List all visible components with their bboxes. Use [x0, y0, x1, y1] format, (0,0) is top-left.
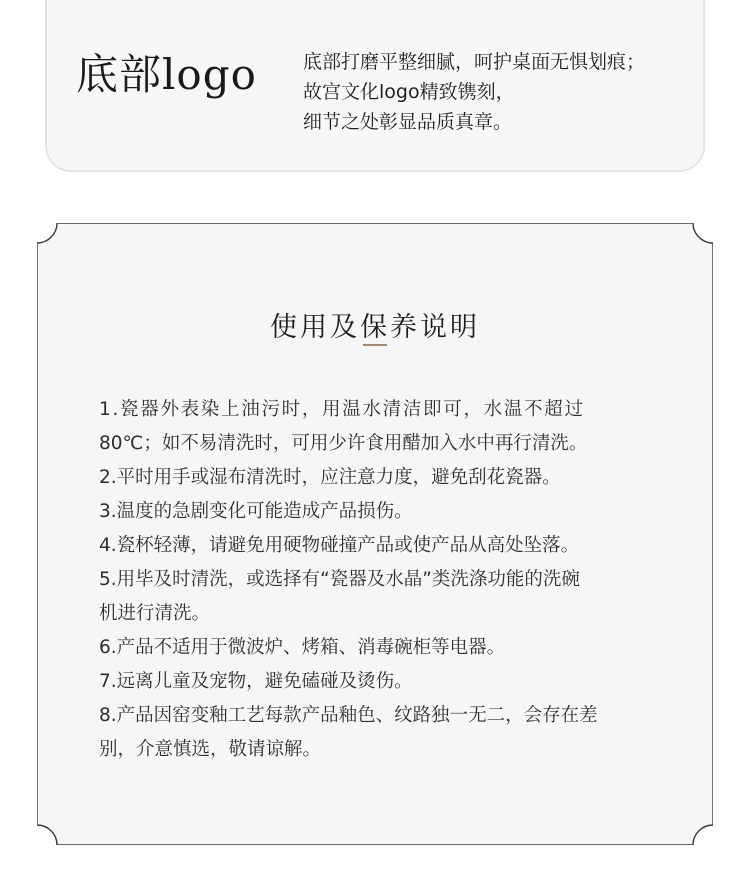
care-line: 3.温度的急剧变化可能造成产品损伤。 [99, 501, 413, 522]
logo-description-line: 底部打磨平整细腻，呵护桌面无惧划痕； [303, 51, 646, 73]
care-line: 5.用毕及时清洗，或选择有“瓷器及水晶”类洗涤功能的洗碗 [99, 569, 580, 590]
care-title: 使用及保养说明 [270, 312, 480, 343]
care-line: 1.瓷器外表染上油污时，用温水清洁即可，水温不超过 [99, 399, 585, 420]
care-line: 4.瓷杯轻薄，请避免用硬物碰撞产品或使产品从高处坠落。 [99, 535, 580, 556]
care-line: 别，介意慎选，敬请谅解。 [99, 739, 322, 760]
logo-description-line: 细节之处彰显品质真章。 [303, 111, 513, 133]
care-line: 8.产品因窑变釉工艺每款产品釉色、纹路独一无二，会存在差 [99, 705, 598, 726]
logo-heading: 底部logo [76, 50, 257, 99]
care-line: 6.产品不适用于微波炉、烤箱、消毒碗柜等电器。 [99, 637, 506, 658]
care-line: 7.远离儿童及宠物，避免磕碰及烫伤。 [99, 671, 413, 692]
care-instructions-card [37, 223, 713, 845]
care-line: 2.平时用手或湿布清洗时，应注意力度，避免刮花瓷器。 [99, 467, 561, 488]
logo-description [303, 47, 645, 137]
title-divider [363, 344, 387, 346]
care-list [99, 393, 659, 767]
care-line: 80℃；如不易清洗时，可用少许食用醋加入水中再行清洗。 [99, 433, 588, 454]
care-line: 机进行清洗。 [99, 603, 211, 624]
logo-description-line: 故宫文化logo精致镌刻， [303, 81, 515, 103]
